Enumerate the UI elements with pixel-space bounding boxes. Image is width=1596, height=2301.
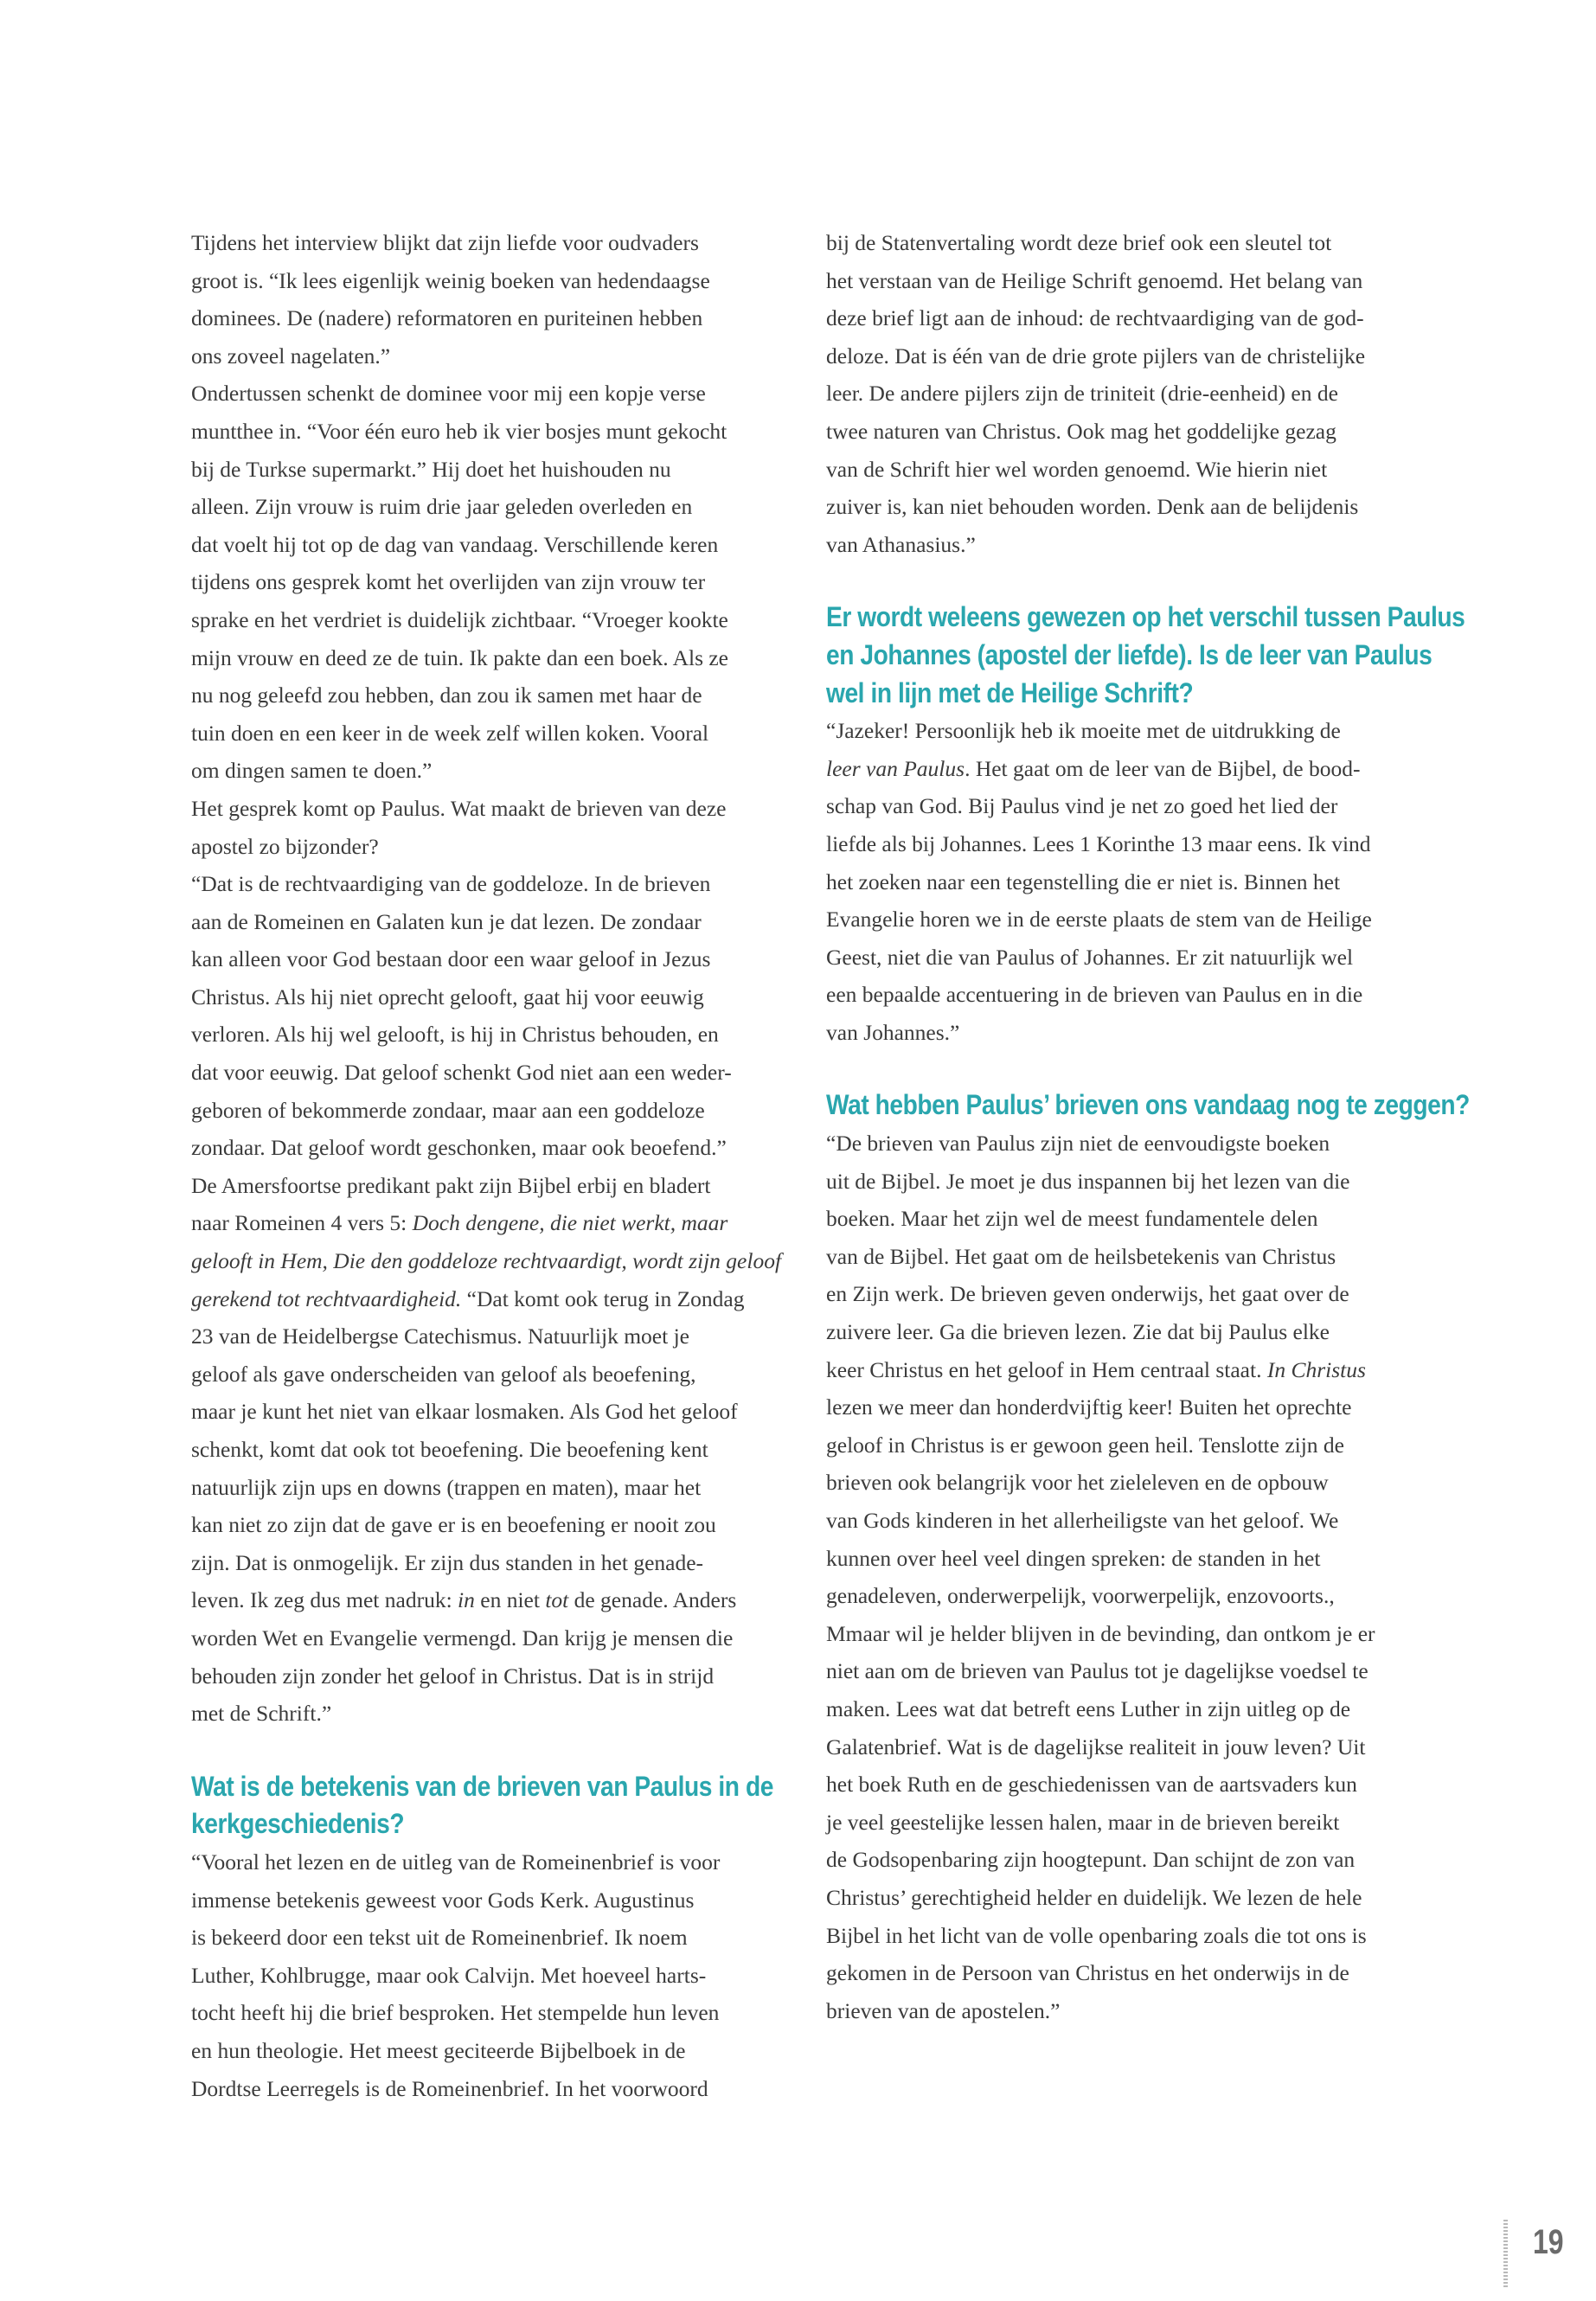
text-line: “Dat is de rechtvaardiging van de goddeloze. In de brieven (191, 871, 711, 897)
text-line: tijdens ons gesprek komt het overlijden van zijn vrouw ter (191, 569, 706, 595)
text-line: Dordtse Leerregels is de Romeinenbrief. In het voorwoord (191, 2075, 708, 2101)
heading-line: kerkgeschiedenis? (191, 1808, 405, 1840)
text-line: dat voor eeuwig. Dat geloof schenkt God niet aan een weder- (191, 1060, 732, 1086)
spacer (191, 1733, 788, 1768)
emphasis: leer van Paulus (826, 755, 965, 781)
heading-line: Wat hebben Paulus’ brieven ons vandaag nog te zeggen? (826, 1089, 1470, 1121)
text-line: alleen. Zijn vrouw is ruim drie jaar geleden overleden en (191, 494, 693, 520)
text-line: je veel geestelijke lessen halen, maar in de brieven bereikt (826, 1809, 1340, 1835)
text-line: uit de Bijbel. Je moet je dus inspannen bij het lezen van die (826, 1168, 1350, 1194)
text-line: Het gesprek komt op Paulus. Wat maakt de brieven van deze (191, 795, 727, 821)
heading-line: en Johannes (apostel der liefde). Is de leer van Paulus (826, 638, 1433, 670)
text-line (826, 750, 1423, 788)
text-run: naar Romeinen 4 vers 5: (191, 1210, 413, 1236)
text-line: van Gods kinderen in het allerheiligste van het geloof. We (826, 1508, 1339, 1533)
text-line: het zoeken naar een tegenstelling die er niet is. Binnen het (826, 868, 1341, 894)
text-line: schenkt, komt dat ook tot beoefening. Die beoefening kent (191, 1437, 708, 1462)
text-line: zondaar. Dat geloof wordt geschonken, maar ook beoefend.” (191, 1135, 727, 1161)
paragraph-question-paulus (191, 790, 788, 865)
question-heading-vandaag (826, 1086, 1470, 1125)
text-line: worden Wet en Evangelie vermengd. Dan krijg je mensen die (191, 1625, 734, 1650)
text-line: immense betekenis geweest voor Gods Kerk. Augustinus (191, 1887, 695, 1913)
text-line: kunnen over heel veel dingen spreken: de standen in het (826, 1545, 1321, 1571)
text-line: zuiver is, kan niet behouden worden. Denk aan de belijdenis (826, 494, 1359, 520)
text-line (191, 1242, 788, 1280)
text-line: liefde als bij Johannes. Lees 1 Korinthe 13 maar eens. Ik vind (826, 830, 1371, 856)
text-line: kan alleen voor God bestaan door een waar geloof in Jezus (191, 946, 711, 972)
text-line: zijn. Dat is onmogelijk. Er zijn dus standen in het genade- (191, 1549, 704, 1575)
paragraph-romeinen (191, 1167, 788, 1733)
text-line: groot is. “Ik lees eigenlijk weinig boeken van hedendaagse (191, 267, 710, 293)
text-run: de genade. Anders (568, 1587, 737, 1613)
text-line: dominees. De (nadere) reformatoren en puriteinen hebben (191, 305, 703, 331)
text-line: Luther, Kohlbrugge, maar ook Calvijn. Met hoeveel harts- (191, 1962, 707, 1988)
right-column (826, 224, 1470, 2029)
text-line: de Godsopenbaring zijn hoogtepunt. Dan schijnt de zon van (826, 1847, 1356, 1873)
text-line: met de Schrift.” (191, 1701, 332, 1727)
emphasis: In Christus (1266, 1356, 1366, 1382)
text-line: het boek Ruth en de geschiedenissen van de aartsvaders kun (826, 1772, 1357, 1798)
spacer (826, 563, 1423, 599)
text-line (191, 1581, 788, 1619)
text-line: is bekeerd door een tekst uit de Romeinenbrief. Ik noem (191, 1925, 688, 1951)
text-line: Galatenbrief. Wat is de dagelijkse realiteit in jouw leven? Uit (826, 1734, 1366, 1759)
paragraph-romeinenbrief (191, 1843, 788, 2107)
text-line: van Athanasius.” (826, 531, 976, 557)
text-line: brieven ook belangrijk voor het zieleleven en de opbouw (826, 1470, 1329, 1496)
text-line: muntthee in. “Voor één euro heb ik vier bosjes munt gekocht (191, 418, 727, 444)
text-line: Tijdens het interview blijkt dat zijn liefde voor oudvaders (191, 230, 699, 255)
bible-quote: Doch dengene, die niet werkt, maar (412, 1210, 728, 1236)
text-line: Geest, niet die van Paulus of Johannes. Er zit natuurlijk wel (826, 944, 1354, 970)
text-line: twee naturen van Christus. Ook mag het goddelijke gezag (826, 418, 1336, 444)
text-line: deze brief ligt aan de inhoud: de rechtvaardiging van de god- (826, 305, 1364, 331)
text-line: Mmaar wil je helder blijven in de bevinding, dan ontkom je er (826, 1620, 1375, 1646)
text-line: geloof als gave onderscheiden van geloof als beoefening, (191, 1361, 696, 1387)
text-line: sprake en het verdriet is duidelijk zichtbaar. “Vroeger kookte (191, 606, 728, 632)
text-run: . Het gaat om de leer van de Bijbel, de bood- (965, 755, 1361, 781)
text-line: kan niet zo zijn dat de gave er is en beoefening er nooit zou (191, 1512, 716, 1538)
text-line: tocht heeft hij die brief besproken. Het stempelde hun leven (191, 2000, 720, 2026)
text-line: maar je kunt het niet van elkaar losmaken. Als God het geloof (191, 1399, 738, 1425)
text-line: ons zoveel nagelaten.” (191, 343, 391, 369)
page-number-rule (1503, 2220, 1508, 2289)
text-run: keer Christus en het geloof in Hem centraal staat. (826, 1356, 1267, 1382)
paragraph-intro (191, 224, 788, 375)
text-line: De Amersfoortse predikant pakt zijn Bijbel erbij en bladert (191, 1172, 711, 1198)
text-line (826, 1351, 1423, 1389)
paragraph-jazeker (826, 712, 1423, 1051)
text-line: “De brieven van Paulus zijn niet de eenvoudigste boeken (826, 1131, 1330, 1157)
bible-quote: gerekend tot rechtvaardigheid. (191, 1285, 462, 1311)
text-line: om dingen samen te doen.” (191, 758, 433, 784)
text-line: van de Schrift hier wel worden genoemd. Wie hierin niet (826, 456, 1328, 482)
text-line: genadeleven, onderwerpelijk, voorwerpelijk, enzovoorts., (826, 1583, 1335, 1609)
question-heading-paulus-johannes (826, 599, 1465, 712)
left-column (191, 224, 788, 2107)
text-line (191, 1204, 788, 1242)
paragraph-munt-thee (191, 375, 788, 790)
page-number: 19 (1533, 2223, 1564, 2261)
text-line: mijn vrouw en deed ze de tuin. Ik pakte dan een boek. Als ze (191, 644, 729, 670)
heading-line: Er wordt weleens gewezen op het verschil tussen Paulus (826, 601, 1465, 633)
emphasis: in (458, 1587, 475, 1613)
text-line: brieven van de apostelen.” (826, 1997, 1061, 2023)
question-heading-kerkgeschiedenis (191, 1768, 785, 1843)
text-line: bij de Statenvertaling wordt deze brief ook een sleutel tot (826, 230, 1332, 255)
text-line: en Zijn werk. De brieven geven onderwijs, het gaat over de (826, 1281, 1349, 1307)
text-line: Christus. Als hij niet oprecht gelooft, gaat hij voor eeuwig (191, 984, 704, 1009)
text-line: zuivere leer. Ga die brieven lezen. Zie dat bij Paulus elke (826, 1319, 1330, 1345)
text-line: schap van God. Bij Paulus vind je net zo goed het lied der (826, 793, 1338, 819)
text-run: leven. Ik zeg dus met nadruk: (191, 1587, 458, 1613)
bible-quote: gelooft in Hem, Die den goddeloze rechtvaardigt, wordt zijn geloof (191, 1248, 782, 1274)
text-line: behouden zijn zonder het geloof in Christus. Dat is in strijd (191, 1663, 715, 1689)
heading-line: wel in lijn met de Heilige Schrift? (826, 676, 1194, 708)
text-line: leer. De andere pijlers zijn de triniteit (drie-eenheid) en de (826, 381, 1338, 407)
text-line: boeken. Maar het zijn wel de meest fundamentele delen (826, 1206, 1318, 1232)
emphasis: tot (545, 1587, 569, 1613)
text-line: 23 van de Heidelbergse Catechismus. Natuurlijk moet je (191, 1324, 689, 1349)
text-line: “Jazeker! Persoonlijk heb ik moeite met de uitdrukking de (826, 718, 1341, 744)
paragraph-brieven-vandaag (826, 1125, 1423, 2029)
text-line: Evangelie horen we in de eerste plaats de stem van de Heilige (826, 907, 1372, 933)
text-line: “Vooral het lezen en de uitleg van de Romeinenbrief is voor (191, 1849, 721, 1875)
text-line (191, 1280, 788, 1318)
text-line: nu nog geleefd zou hebben, dan zou ik samen met haar de (191, 683, 702, 708)
text-line: deloze. Dat is één van de drie grote pijlers van de christelijke (826, 343, 1366, 369)
text-line: maken. Lees wat dat betreft eens Luther in zijn uitleg op de (826, 1695, 1351, 1721)
text-run: en niet (474, 1587, 546, 1613)
paragraph-rechtvaardiging (191, 865, 788, 1167)
text-line: aan de Romeinen en Galaten kun je dat lezen. De zondaar (191, 908, 702, 934)
text-line: dat voelt hij tot op de dag van vandaag. Verschillende keren (191, 531, 719, 557)
text-line: Bijbel in het licht van de volle openbaring zoals die tot ons is (826, 1922, 1367, 1948)
text-line: bij de Turkse supermarkt.” Hij doet het huishouden nu (191, 456, 671, 482)
text-line: en hun theologie. Het meest geciteerde Bijbelboek in de (191, 2037, 686, 2063)
text-line: een bepaalde accentuering in de brieven van Paulus en in die (826, 982, 1363, 1008)
text-line: Christus’ gerechtigheid helder en duidelijk. We lezen de hele (826, 1884, 1362, 1910)
text-line: natuurlijk zijn ups en downs (trappen en maten), maar het (191, 1474, 702, 1500)
text-line: gekomen in de Persoon van Christus en het onderwijs in de (826, 1960, 1349, 1986)
text-line: Ondertussen schenkt de dominee voor mij een kopje verse (191, 381, 706, 407)
heading-line: Wat is de betekenis van de brieven van Paulus in de (191, 1770, 773, 1802)
text-line: niet aan om de brieven van Paulus tot je dagelijkse voedsel te (826, 1658, 1368, 1684)
text-line: lezen we meer dan honderdvijftig keer! Buiten het oprechte (826, 1394, 1352, 1420)
paragraph-statenvertaling (826, 224, 1423, 563)
text-line: verloren. Als hij wel gelooft, is hij in Christus behouden, en (191, 1022, 719, 1048)
text-line: van Johannes.” (826, 1019, 960, 1045)
text-line: apostel zo bijzonder? (191, 833, 379, 859)
text-line: van de Bijbel. Het gaat om de heilsbetekenis van Christus (826, 1243, 1336, 1269)
text-line: geloof in Christus is er gewoon geen heil. Tenslotte zijn de (826, 1432, 1345, 1458)
text-line: tuin doen en een keer in de week zelf willen koken. Vooral (191, 720, 709, 746)
spacer (826, 1051, 1423, 1086)
text-run: “Dat komt ook terug in Zondag (461, 1285, 745, 1311)
text-line: het verstaan van de Heilige Schrift genoemd. Het belang van (826, 267, 1363, 293)
text-line: geboren of bekommerde zondaar, maar aan een goddeloze (191, 1097, 705, 1123)
